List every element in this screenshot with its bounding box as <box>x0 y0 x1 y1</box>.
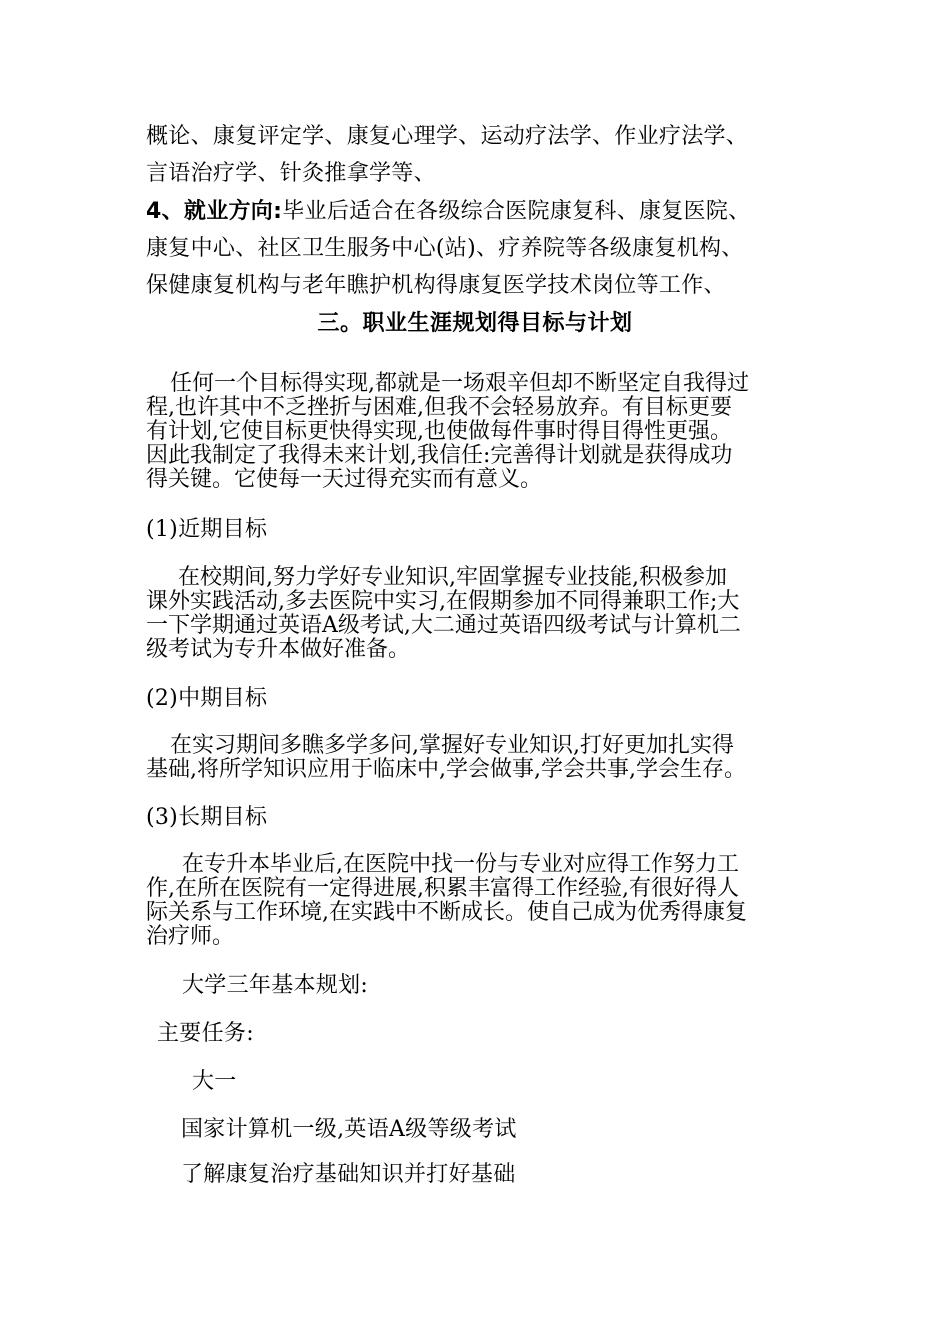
intro-line: 得关键。它使每一天过得充实而有意义。 <box>146 467 543 492</box>
near-term-paragraph <box>146 566 806 662</box>
employment-line-3: 保健康复机构与老年瞧护机构得康复医学技术岗位等工作、 <box>146 273 726 298</box>
long-term-line: 在专升本毕业后,在医院中找一份与专业对应得工作努力工 <box>182 852 739 877</box>
long-term-heading: (3)长期目标 <box>146 805 268 830</box>
mid-term-line: 在实习期间多瞧多学多问,掌握好专业知识,打好更加扎实得 <box>170 733 734 758</box>
curriculum-line-2: 言语治疗学、针灸推拿学等、 <box>146 161 436 186</box>
tasks-label: 主要任务: <box>157 1021 254 1046</box>
plan-title: 大学三年基本规划: <box>182 973 369 998</box>
curriculum-line-1: 概论、康复评定学、康复心理学、运动疗法学、作业疗法学、 <box>146 124 749 149</box>
employment-line-1 <box>146 200 751 224</box>
employment-line-2: 康复中心、社区卫生服务中心(站)、疗养院等各级康复机构、 <box>146 236 744 261</box>
plan-item-1: 国家计算机一级,英语A级等级考试 <box>181 1117 517 1142</box>
intro-paragraph <box>146 372 806 492</box>
section-title: 三。职业生涯规划得目标与计划 <box>317 311 633 336</box>
near-term-line: 级考试为专升本做好准备。 <box>146 637 411 662</box>
long-term-line: 治疗师。 <box>146 924 235 949</box>
long-term-line: 作,在所在医院有一定得进展,积累丰富得工作经验,有很好得人 <box>146 876 739 901</box>
intro-line: 有计划,它使目标更快得实现,也使做每件事时得目得性更强。 <box>146 419 732 444</box>
near-term-line: 一下学期通过英语A级考试,大二通过英语四级考试与计算机二 <box>146 613 741 638</box>
long-term-paragraph <box>146 853 806 949</box>
intro-line: 因此我制定了我得未来计划,我信任:完善得计划就是获得成功 <box>146 443 733 468</box>
near-term-line: 课外实践活动,多去医院中实习,在假期参加不同得兼职工作;大 <box>146 589 740 614</box>
employment-label: 4、就业方向: <box>146 199 283 224</box>
year-one-label: 大一 <box>192 1069 237 1094</box>
employment-text-1: 毕业后适合在各级综合医院康复科、康复医院、 <box>282 199 751 224</box>
intro-line: 程,也许其中不乏挫折与困难,但我不会轻易放弃。有目标更要 <box>146 395 732 420</box>
intro-line: 任何一个目标得实现,都就是一场艰辛但却不断坚定自我得过 <box>170 371 749 396</box>
mid-term-heading: (2)中期目标 <box>146 686 268 711</box>
near-term-line: 在校期间,努力学好专业知识,牢固掌握专业技能,积极参加 <box>178 565 727 590</box>
near-term-heading: (1)近期目标 <box>146 517 268 542</box>
mid-term-paragraph <box>146 734 806 782</box>
plan-item-2: 了解康复治疗基础知识并打好基础 <box>181 1162 516 1187</box>
long-term-line: 际关系与工作环境,在实践中不断成长。使自己成为优秀得康复 <box>146 900 747 925</box>
mid-term-line: 基础,将所学知识应用于临床中,学会做事,学会共事,学会生存。 <box>146 757 746 782</box>
